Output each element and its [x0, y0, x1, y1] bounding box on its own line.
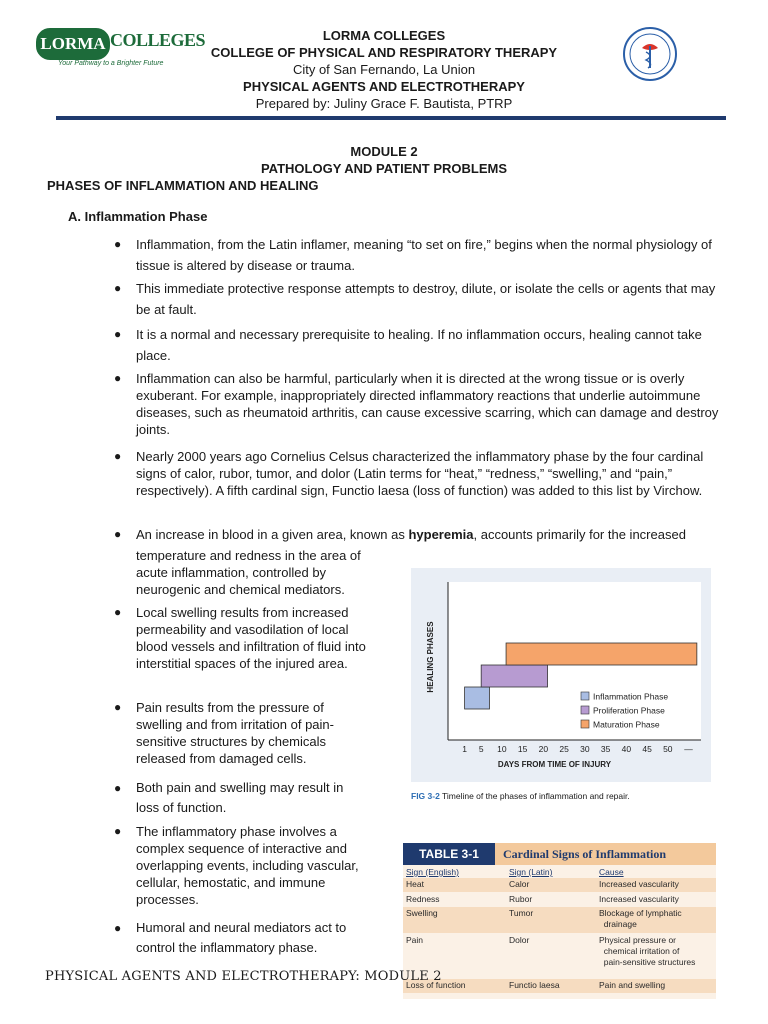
list-item: ● Inflammation, from the Latin inflamer, meaning “to set on fire,” begins when the normal physiology of tissue is altered by disease or trauma.	[114, 237, 712, 273]
x-tick-label: 50	[663, 744, 673, 754]
legend-entry: Proliferation Phase	[593, 705, 665, 716]
bar-maturation-phase	[506, 643, 697, 665]
legend-swatch	[581, 720, 589, 728]
list-item: ● It is a normal and necessary prerequisite to healing. If no inflammation occurs, healing cannot take place.	[114, 327, 702, 363]
list-item: ● Nearly 2000 years ago Cornelius Celsus characterized the inflammatory phase by the four cardinal signs of calor, rubor, tumor, and dolor (Latin terms for “heat,” “redness,” “swelling,” and “pain,” respectively). A fifth cardinal sign, Functio laesa (loss of function) was added to this list by Virchow.	[114, 449, 704, 498]
bar-proliferation-phase	[481, 665, 547, 687]
list-item: ● Both pain and swelling may result in loss of function.	[114, 780, 344, 815]
table-cell: Swelling	[406, 908, 438, 918]
location: City of San Fernando, La Union	[292, 62, 476, 77]
figure-caption: FIG 3-2 Timeline of the phases of inflammation and repair.	[411, 791, 630, 801]
healing-phases-chart	[411, 568, 711, 782]
list-item-continuation: temperature and redness in the area of acute inflammation, controlled by neurogenic and chemical mediators.	[136, 548, 361, 597]
legend-swatch	[581, 692, 589, 700]
table-cell: Heat	[406, 879, 424, 889]
table-column-header: Sign (Latin)	[509, 867, 553, 877]
list-item: ● Humoral and neural mediators act to control the inflammatory phase.	[114, 920, 347, 955]
page-footer: PHYSICAL AGENTS AND ELECTROTHERAPY: MODULE 2	[45, 969, 442, 984]
x-tick-label: 10	[497, 744, 507, 754]
healing-phases-figure	[411, 568, 711, 782]
list-item: ● This immediate protective response attempts to destroy, dilute, or isolate the cells or agents that may be at fault.	[114, 281, 716, 317]
legend-entry: Inflammation Phase	[593, 691, 669, 702]
logo-colleges: COLLEGES	[110, 30, 206, 50]
x-tick-label: 25	[559, 744, 569, 754]
table-column-header: Sign (English)	[406, 867, 459, 877]
x-tick-label: 45	[642, 744, 652, 754]
cardinal-signs-table	[403, 843, 716, 999]
table-cell: Increased vascularity	[599, 879, 679, 889]
table-cell: Increased vascularity	[599, 894, 679, 904]
table-cell: Redness	[406, 894, 440, 904]
table-cell: Pain	[406, 935, 424, 945]
table-cell: Functio laesa	[509, 980, 560, 990]
x-tick-label: 40	[621, 744, 632, 754]
table-cell: Physical pressure or chemical irritation of pain-sensitive structures	[599, 935, 696, 967]
list-item: ● Pain results from the pressure of swelling and from irritation of pain-sensitive structures by chemicals released from damaged cells.	[114, 700, 334, 766]
prepared-by: Prepared by: Juliny Grace F. Bautista, PTRP	[255, 96, 513, 111]
logo-tagline: Your Pathway to a Brighter Future	[58, 60, 164, 67]
x-tick-label: 1	[462, 744, 467, 754]
list-item-hyperemia: ● An increase in blood in a given area, known as hyperemia, accounts primarily for the increased	[114, 527, 686, 542]
table-cell: Loss of function	[406, 980, 466, 990]
table-cell: Calor	[509, 879, 530, 889]
module-title: PATHOLOGY AND PATIENT PROBLEMS	[260, 161, 508, 176]
list-item: ● Inflammation can also be harmful, particularly when it is directed at the wrong tissue or is overly exuberant. For example, inappropriately directed inflammatory reactions that underlie autoimmune diseases, such as rheumatoid arthritis, can cause excessive scarring, which can damage and destroy joints.	[114, 371, 719, 437]
table-header-bar	[403, 843, 716, 865]
y-axis-label: HEALING PHASES	[426, 621, 435, 693]
legend-entry: Maturation Phase	[593, 719, 660, 730]
header-divider	[56, 116, 726, 120]
subsection-heading: A. Inflammation Phase	[68, 209, 208, 224]
legend-swatch	[581, 706, 589, 714]
table-cell: Blockage of lymphatic drainage	[599, 908, 682, 929]
x-tick-label: 20	[538, 744, 549, 754]
table-cell: Rubor	[509, 894, 533, 904]
x-tick-label: 5	[478, 744, 484, 754]
table-title: Cardinal Signs of Inflammation	[503, 847, 667, 861]
x-tick-label: 15	[517, 744, 528, 754]
bar-inflammation-phase	[465, 687, 490, 709]
table-cell: Dolor	[509, 935, 530, 945]
x-tick-label: 35	[600, 744, 611, 754]
table-column-header: Cause	[599, 867, 624, 877]
list-item: ● The inflammatory phase involves a complex sequence of interactive and overlapping events, including vascular, cellular, hemostatic, and immune processes.	[114, 824, 359, 907]
logo-lorma: LORMA	[36, 28, 110, 60]
x-axis-label: DAYS FROM TIME OF INJURY	[497, 760, 612, 769]
list-item: ● Local swelling results from increased permeability and vasodilation of local blood vessels and infiltration of fluid into interstitial spaces of the injured area.	[114, 605, 366, 671]
x-tick-label: 30	[580, 744, 590, 754]
course-title: PHYSICAL AGENTS AND ELECTROTHERAPY	[243, 79, 525, 94]
figure-label: FIG 3-2	[411, 791, 440, 801]
section-heading: PHASES OF INFLAMMATION AND HEALING	[47, 178, 319, 193]
table-cell: Pain and swelling	[599, 980, 666, 990]
table-cell: Tumor	[509, 908, 534, 918]
table-label: TABLE 3-1	[403, 843, 495, 865]
keyword-hyperemia: hyperemia	[408, 527, 474, 542]
institution-name: LORMA COLLEGES	[322, 28, 446, 43]
college-name: COLLEGE OF PHYSICAL AND RESPIRATORY THERAPY	[210, 45, 558, 60]
module-number: MODULE 2	[350, 144, 418, 159]
x-axis-arrow: —	[684, 744, 693, 754]
